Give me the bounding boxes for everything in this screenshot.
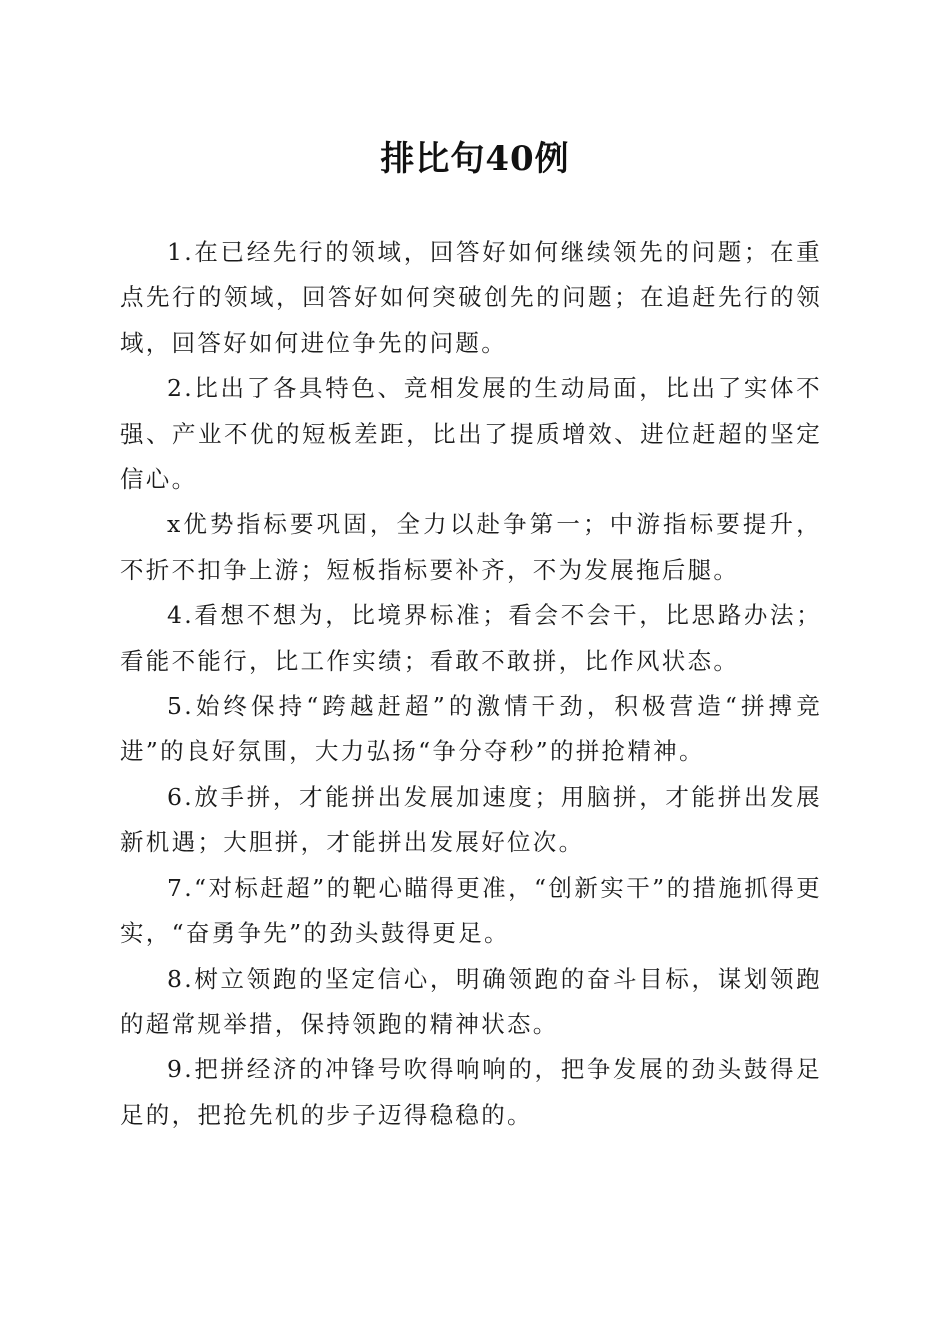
page-title: 排比句40例 — [380, 139, 570, 179]
paragraph-9: 9.把拼经济的冲锋号吹得响响的，把争发展的劲头鼓得足足的，把抢先机的步子迈得稳稳的。 — [120, 1055, 822, 1129]
paragraph-5: 5.始终保持“跨越赶超”的激情干劲，积极营造“拼搏竞进”的良好氛围，大力弘扬“争分夺秒”的拼抢精神。 — [120, 692, 822, 766]
paragraph-1: 1.在已经先行的领域，回答好如何继续领先的问题；在重点先行的领域，回答好如何突破创先的问题；在追赶先行的领域，回答好如何进位争先的问题。 — [120, 238, 822, 357]
paragraph-6: 6.放手拼，才能拼出发展加速度；用脑拼，才能拼出发展新机遇；大胆拼，才能拼出发展好位次。 — [120, 782, 822, 857]
paragraph-7: 7.“对标赶超”的靶心瞄得更准，“创新实干”的措施抓得更实，“奋勇争先”的劲头鼓得更足。 — [120, 873, 822, 948]
document-body — [120, 230, 822, 1138]
paragraph-8: 8.树立领跑的坚定信心，明确领跑的奋斗目标，谋划领跑的超常规举措，保持领跑的精神状态。 — [120, 964, 822, 1038]
paragraph-3: x优势指标要巩固，全力以赴争第一；中游指标要提升，不折不扣争上游；短板指标要补齐，不为发展拖后腿。 — [120, 510, 822, 584]
paragraph-4: 4.看想不想为，比境界标准；看会不会干，比思路办法；看能不能行，比工作实绩；看敢不敢拼，比作风状态。 — [120, 601, 822, 675]
paragraph-2: 2.比出了各具特色、竞相发展的生动局面，比出了实体不强、产业不优的短板差距，比出了提质增效、进位赶超的坚定信心。 — [120, 374, 822, 494]
